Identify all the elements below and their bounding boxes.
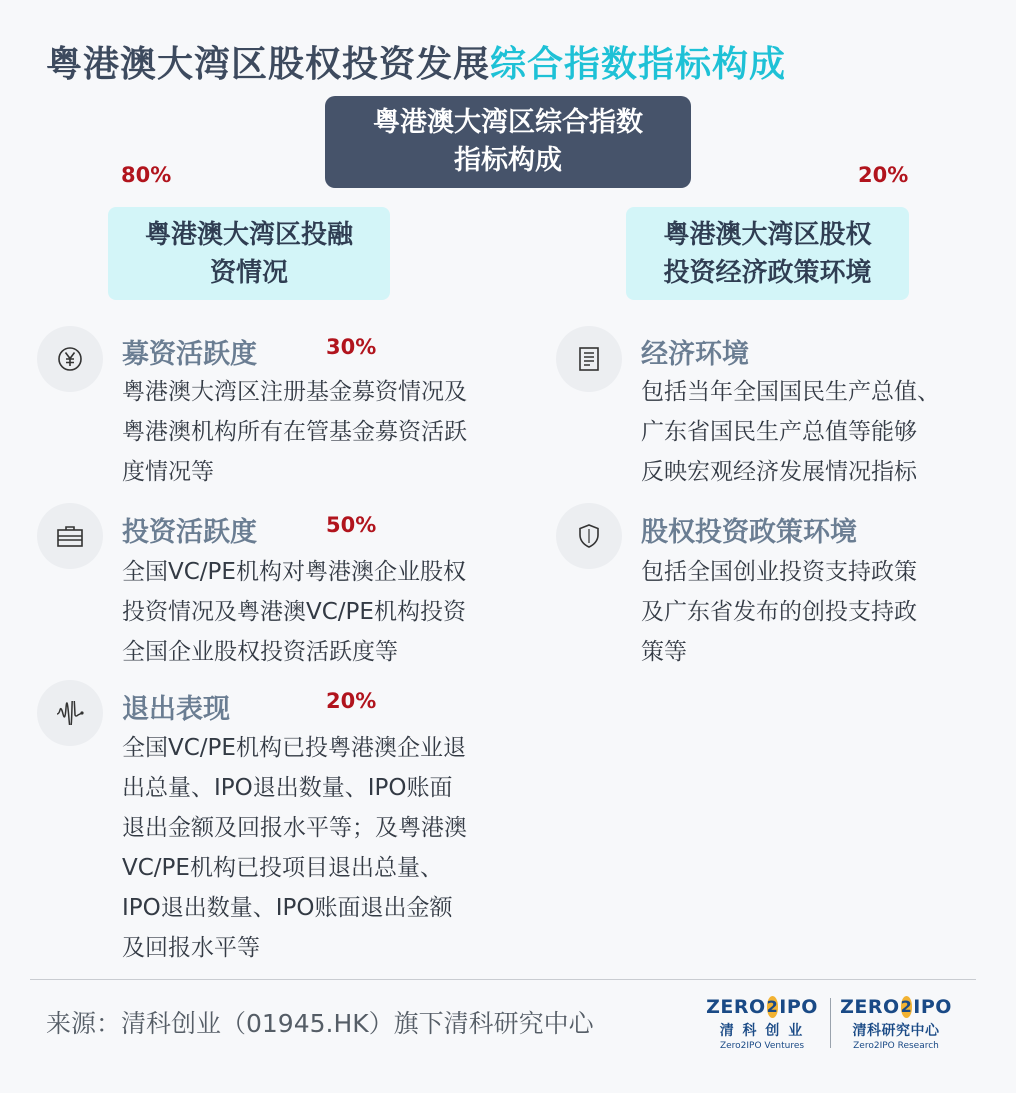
desc-line: 全国VC/PE机构对粤港澳企业股权 xyxy=(122,559,466,585)
desc-line: 全国VC/PE机构已投粤港澳企业退 xyxy=(122,735,466,761)
item-title-economy: 经济环境 xyxy=(641,339,749,370)
item-desc-economy xyxy=(641,372,940,492)
desc-line: 粤港澳大湾区注册基金募资情况及 xyxy=(122,379,467,405)
logo-cn-text: 清 科 创 业 xyxy=(719,1023,805,1039)
desc-line: 出总量、IPO退出数量、IPO账面 xyxy=(122,775,453,801)
page-title xyxy=(46,36,786,87)
desc-line: 反映宏观经济发展情况指标 xyxy=(641,459,917,485)
desc-line: IPO退出数量、IPO账面退出金额 xyxy=(122,895,453,921)
logo-separator xyxy=(830,998,831,1048)
item-desc-policy xyxy=(641,552,917,672)
logo-mark-mid: 2 xyxy=(900,997,913,1016)
left-branch-line1: 粤港澳大湾区投融 xyxy=(144,219,353,250)
right-branch-line1: 粤港澳大湾区股权 xyxy=(663,219,872,250)
logo-mark-mid: 2 xyxy=(766,997,779,1016)
desc-line: 度情况等 xyxy=(122,459,214,485)
zero2ipo-research-logo xyxy=(841,996,951,1051)
desc-line: 包括全国创业投资支持政策 xyxy=(641,559,917,585)
logo-mark-left: ZERO xyxy=(840,996,900,1018)
root-node xyxy=(325,96,691,188)
item-weight-investment: 50% xyxy=(326,513,377,537)
left-branch-line2: 资情况 xyxy=(209,257,288,288)
logo-en-text: Zero2IPO Ventures xyxy=(719,1041,805,1051)
desc-line: 包括当年全国国民生产总值、 xyxy=(641,379,940,405)
desc-line: 策等 xyxy=(641,639,687,665)
logo-en-text: Zero2IPO Research xyxy=(853,1041,939,1051)
desc-line: 粤港澳机构所有在管基金募资活跃 xyxy=(122,419,467,445)
item-desc-fundraising xyxy=(122,372,467,492)
page-title-accent: 综合指数指标构成 xyxy=(490,44,787,85)
item-desc-exit xyxy=(122,728,467,968)
right-branch-weight: 20% xyxy=(858,163,909,187)
item-title-investment: 投资活跃度 xyxy=(122,517,257,548)
briefcase-icon xyxy=(37,503,103,569)
logo-mark xyxy=(841,996,951,1018)
pulse-icon xyxy=(37,680,103,746)
right-branch-node xyxy=(626,207,909,300)
shield-icon xyxy=(556,503,622,569)
logo-mark-right: IPO xyxy=(913,996,952,1018)
left-branch-weight: 80% xyxy=(121,163,172,187)
desc-line: 及广东省发布的创投支持政 xyxy=(641,599,917,625)
logo-mark xyxy=(707,996,817,1018)
item-title-exit: 退出表现 xyxy=(122,694,230,725)
item-title-fundraising: 募资活跃度 xyxy=(122,339,257,370)
item-desc-investment xyxy=(122,552,466,672)
logo-mark-left: ZERO xyxy=(706,996,766,1018)
zero2ipo-ventures-logo xyxy=(707,996,817,1051)
item-weight-fundraising: 30% xyxy=(326,335,377,359)
document-icon xyxy=(556,326,622,392)
right-branch-line2: 投资经济政策环境 xyxy=(663,257,872,288)
footer-divider xyxy=(30,979,976,980)
desc-line: 广东省国民生产总值等能够 xyxy=(641,419,917,445)
page-title-main: 粤港澳大湾区股权投资发展 xyxy=(46,44,491,85)
item-title-policy: 股权投资政策环境 xyxy=(641,517,857,548)
root-node-line1: 粤港澳大湾区综合指数 xyxy=(373,107,643,138)
logo-mark-right: IPO xyxy=(779,996,818,1018)
source-note: 来源：清科创业（01945.HK）旗下清科研究中心 xyxy=(46,1009,594,1038)
desc-line: 全国企业股权投资活跃度等 xyxy=(122,639,398,665)
desc-line: 投资情况及粤港澳VC/PE机构投资 xyxy=(122,599,466,625)
item-weight-exit: 20% xyxy=(326,689,377,713)
yen-icon xyxy=(37,326,103,392)
desc-line: 及回报水平等 xyxy=(122,935,260,961)
root-node-line2: 指标构成 xyxy=(454,145,562,176)
left-branch-node xyxy=(108,207,390,300)
desc-line: VC/PE机构已投项目退出总量、 xyxy=(122,855,443,881)
logo-cn-text: 清科研究中心 xyxy=(852,1023,940,1039)
desc-line: 退出金额及回报水平等；及粤港澳 xyxy=(122,815,467,841)
